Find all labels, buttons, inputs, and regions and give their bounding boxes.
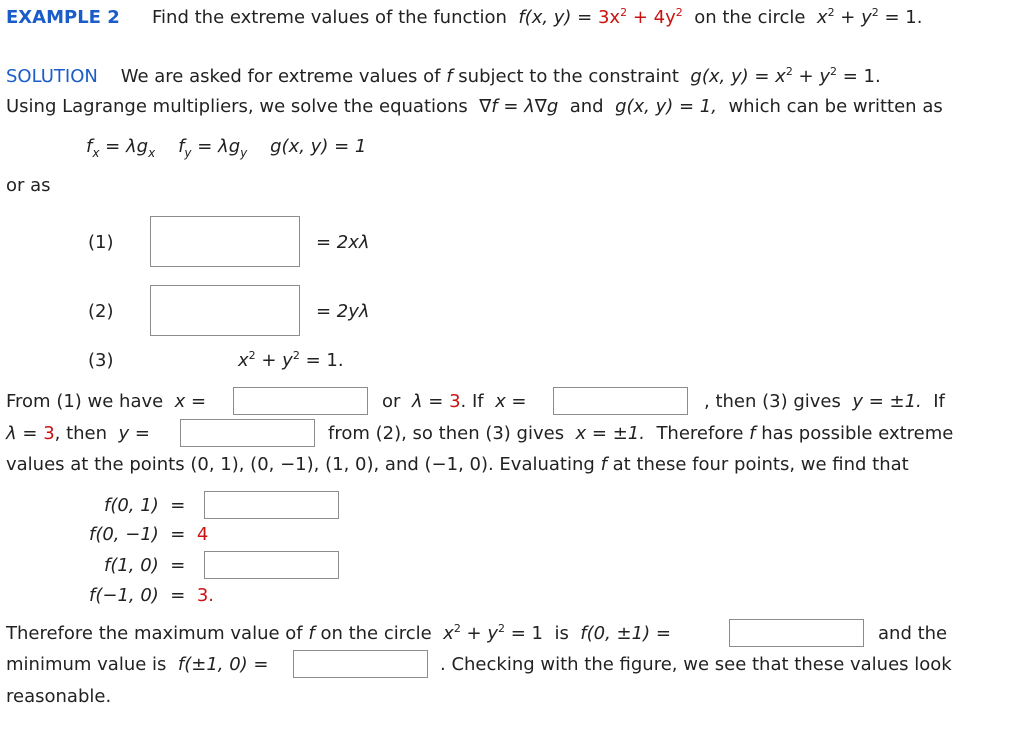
y-value-input[interactable] (180, 419, 315, 447)
eq3-number: (3) (88, 350, 114, 371)
problem-statement: Find the extreme values of the function f(x, $y) = 3x^2 + 4y^2$ on the circle $x^2 + y^2 = 1$. (152, 6, 923, 28)
function-expression: $3x^2 + 4y^2$ (597, 6, 683, 28)
eq1-rhs: = 2xλ (316, 232, 370, 253)
solution-label: SOLUTION (6, 66, 98, 87)
eval-f-0-1: f(0, 1) = (104, 495, 186, 516)
conclusion-line-1a: Therefore the maximum value of f on the circle $x^2 + y^2 = 1$ is f(0, ±1) = (6, 622, 671, 644)
f-1-0-input[interactable] (204, 551, 339, 579)
conclusion-line-2b: . Checking with the figure, we see that these values look (440, 654, 952, 675)
or-as-text: or as (6, 175, 51, 196)
example-heading (6, 9, 120, 27)
x-value-input[interactable] (233, 387, 368, 415)
f-0-1-input[interactable] (204, 491, 339, 519)
minimum-value-input[interactable] (293, 650, 428, 678)
from-line-a1: From (1) we have x = (6, 391, 207, 412)
eq1-number: (1) (88, 232, 114, 253)
conclusion-line-2a: minimum value is f(±1, 0) = (6, 654, 269, 675)
if-x-input[interactable] (553, 387, 688, 415)
eval-f-1-0: f(1, 0) = (104, 555, 186, 576)
example-label: EXAMPLE 2 (6, 7, 120, 28)
eq2-answer-input[interactable] (150, 285, 300, 336)
eval-f-0-neg1: f(0, −1) = 4 (89, 524, 209, 545)
solution-line-2: Using Lagrange multipliers, we solve the equations ∇f = λ∇g and g(x, y) = 1, which can be written as (6, 96, 943, 117)
eval-f-neg1-0: f(−1, 0) = 3. (89, 585, 214, 606)
eq3-expression: $x^2 + y^2 = 1$. (238, 349, 344, 371)
conclusion-line-3: reasonable. (6, 686, 112, 707)
solution-line-1: SOLUTION We are asked for extreme values of f subject to the constraint g(x, $y) = x^2 + y^2 = 1$. (6, 65, 881, 87)
lambda-line-b2: from (2), so then (3) gives x = ±1. Therefore f has possible extreme (328, 423, 954, 444)
eq1-answer-input[interactable] (150, 216, 300, 267)
conclusion-line-1b: and the (878, 623, 948, 644)
points-line: values at the points (0, 1), (0, −1), (1, 0), and (−1, 0). Evaluating f at these four points, we find that (6, 454, 909, 475)
from-line-a2: or λ = 3. If x = (382, 391, 527, 412)
lambda-line-b1: λ = 3, then y = (6, 423, 150, 444)
eq2-number: (2) (88, 301, 114, 322)
maximum-value-input[interactable] (729, 619, 864, 647)
lagrange-system: $f_x = \lambda g_x$ $f_y = \lambda g_y$ g(x, y) = 1 (86, 136, 367, 160)
from-line-a3: , then (3) gives y = ±1. If (704, 391, 945, 412)
eq2-rhs: = 2yλ (316, 301, 370, 322)
